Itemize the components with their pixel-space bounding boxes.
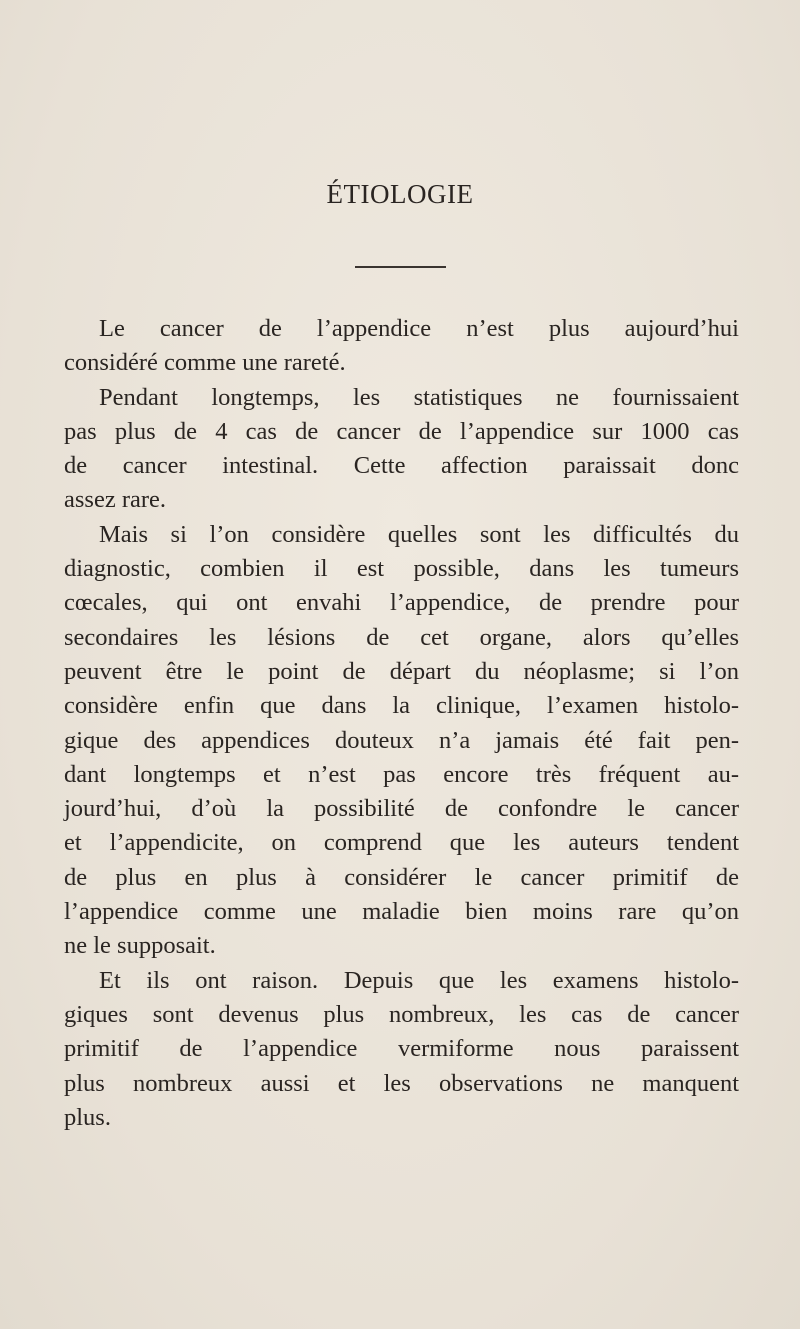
text-line: dant longtemps et n’est pas encore très fréquent au-	[64, 760, 739, 788]
text-line: assez rare.	[64, 486, 167, 514]
chapter-heading: ÉTIOLOGIE	[326, 179, 474, 209]
text-line: gique des appendices douteux n’a jamais été fait pen-	[64, 726, 739, 754]
text-line: Mais si l’on considère quelles sont les difficultés du	[99, 520, 739, 548]
text-line: giques sont devenus plus nombreux, les cas de cancer	[64, 1000, 739, 1028]
text-line: cœcales, qui ont envahi l’appendice, de prendre pour	[64, 589, 739, 617]
text-line: de cancer intestinal. Cette affection paraissait donc	[64, 452, 739, 480]
text-line: secondaires les lésions de cet organe, alors qu’elles	[64, 623, 739, 651]
text-line: plus.	[64, 1103, 111, 1131]
text-line: ne le supposait.	[64, 932, 216, 960]
text-line: Le cancer de l’appendice n’est plus aujourd’hui	[99, 315, 739, 342]
text-line: de plus en plus à considérer le cancer primitif de	[64, 863, 739, 891]
text-line: primitif de l’appendice vermiforme nous paraissent	[64, 1035, 739, 1063]
text-line: Et ils ont raison. Depuis que les examens histolo-	[99, 966, 739, 994]
body-text	[64, 312, 739, 1135]
heading-rule	[355, 266, 446, 268]
text-line: l’appendice comme une maladie bien moins rare qu’on	[64, 898, 739, 926]
text-line: plus nombreux aussi et les observations ne manquent	[64, 1069, 739, 1097]
text-line: jourd’hui, d’où la possibilité de confondre le cancer	[64, 795, 739, 823]
text-line: et l’appendicite, on comprend que les auteurs tendent	[64, 829, 739, 857]
text-line: peuvent être le point de départ du néoplasme; si l’on	[64, 657, 739, 685]
text-line: diagnostic, combien il est possible, dans les tumeurs	[64, 555, 739, 583]
text-line: considère enfin que dans la clinique, l’examen histolo-	[64, 692, 739, 720]
text-line: pas plus de 4 cas de cancer de l’appendice sur 1000 cas	[64, 417, 739, 445]
text-line: Pendant longtemps, les statistiques ne fournissaient	[99, 383, 739, 411]
text-line: considéré comme une rareté.	[64, 349, 346, 377]
